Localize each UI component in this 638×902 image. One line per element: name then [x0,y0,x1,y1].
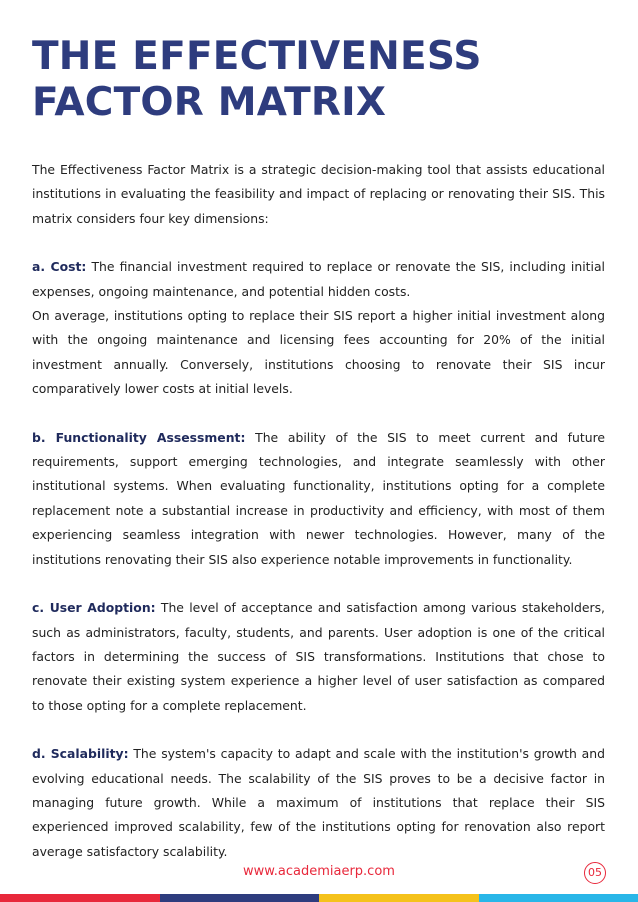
user-adoption-description: The level of acceptance and satisfaction among various stakeholders, such as administrators, faculty, students, and parents. User adoption is one of the critical factors in determining the success of SIS transformations. Institutions that chose to renovate their existing system experience a higher level of user satisfaction as compared to those opting for a complete replacement. [32,600,605,713]
cost-paragraph [32,255,605,304]
page-title-line-1: THE EFFECTIVENESS [32,34,482,79]
section-functionality [32,426,605,572]
section-scalability [32,742,605,864]
page-number-badge: 05 [584,862,606,884]
functionality-paragraph [32,426,605,572]
footer-bar-yellow [319,894,479,902]
cost-heading: a. Cost: [32,259,87,275]
scalability-paragraph [32,742,605,864]
website-link[interactable]: www.academiaerp.com [243,864,395,879]
scalability-description: The system's capacity to adapt and scale with the institution's growth and evolving educational needs. The scalability of the SIS proves to be a decisive factor in managing future growth. While a maximum of institutions that replace their SIS experienced improved scalability, few of the institutions opting for renovation also report average satisfactory scalability. [32,746,605,859]
functionality-description: The ability of the SIS to meet current and future requirements, support emerging technologies, and integrate seamlessly with other institutional systems. When evaluating functionality, institutions opting for a complete replacement note a substantial increase in productivity and efficiency, with most of them experiencing seamless integration with newer technologies. However, many of the institutions renovating their SIS also experience notable improvements in functionality. [32,429,606,567]
section-user-adoption [32,596,605,718]
intro-paragraph: The Effectiveness Factor Matrix is a strategic decision-making tool that assists educational institutions in evaluating the feasibility and impact of replacing or renovating their SIS. This matrix considers four key dimensions: [32,162,605,226]
section-cost [32,255,605,401]
user-adoption-paragraph [32,596,605,718]
footer-bar-red [0,894,160,902]
cost-description: The financial investment required to replace or renovate the SIS, including initial expenses, ongoing maintenance, and potential hidden costs. [32,259,605,299]
user-adoption-heading: c. User Adoption: [32,600,156,616]
footer-bar-navy [160,894,319,902]
scalability-heading: d. Scalability: [32,746,129,762]
page-title [32,34,482,126]
body-content [32,158,605,888]
footer-bar-cyan [479,894,638,902]
functionality-heading: b. Functionality Assessment: [32,429,246,445]
cost-extra-paragraph: On average, institutions opting to replace their SIS report a higher initial investment along with the ongoing maintenance and licensing fees accounting for 20% of the initial investment annually. Conversely, institutions choosing to renovate their SIS incur comparatively lower costs at initial levels. [32,308,605,397]
page-title-line-2: FACTOR MATRIX [32,80,387,125]
